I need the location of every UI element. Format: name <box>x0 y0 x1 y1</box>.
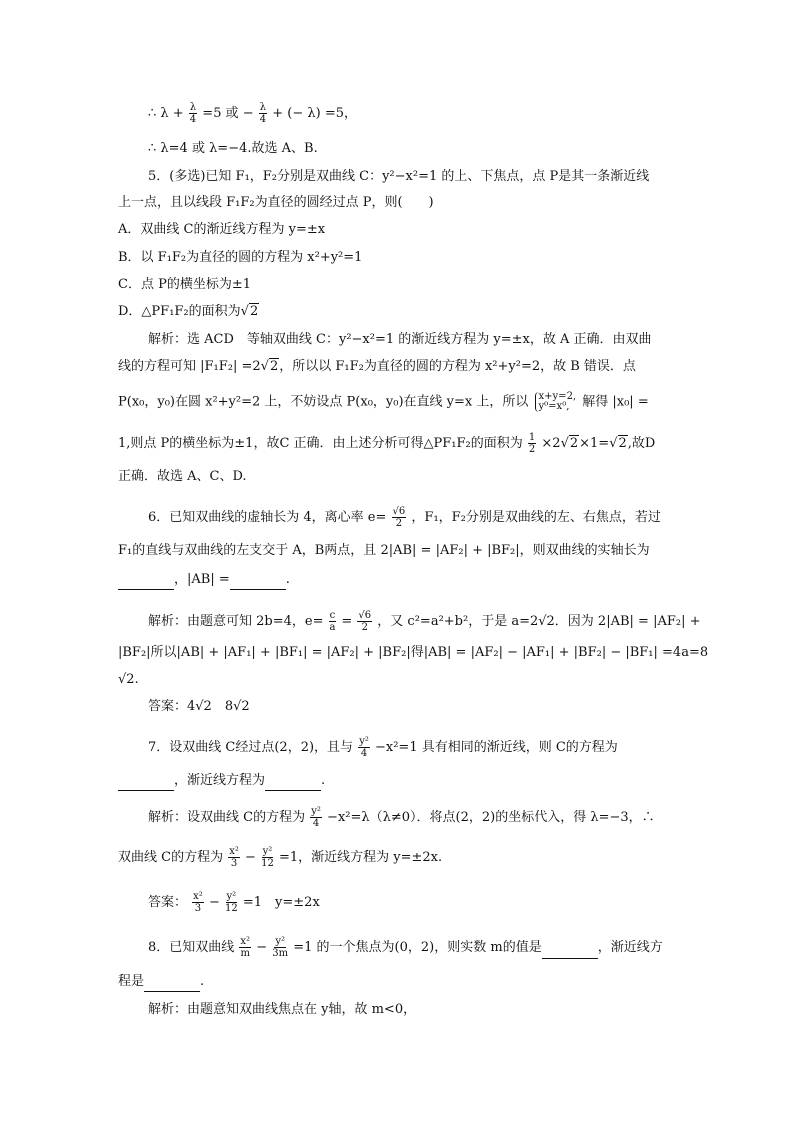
answer-blank[interactable] <box>542 945 598 959</box>
text: 答案：4√2 8√2 <box>148 699 250 714</box>
text: 1,则点 P的横坐标为±1，故C 正确．由上述分析可得△PF₁F₂的面积为 <box>118 436 523 451</box>
numerator: x² <box>240 936 251 947</box>
numerator: x² <box>229 846 239 857</box>
fraction <box>239 936 251 959</box>
answer-blank[interactable] <box>118 576 174 590</box>
answer-blank[interactable] <box>144 978 200 992</box>
text: 解得 |x₀| = <box>582 394 649 410</box>
numerator: √6 <box>392 506 406 517</box>
fraction <box>358 736 370 759</box>
answer-5-line-5 <box>118 467 722 487</box>
fraction <box>392 506 407 529</box>
text: √2. <box>118 672 139 687</box>
text: . <box>285 572 290 587</box>
equation: x+y=2, <box>538 391 577 402</box>
denominator: 4 <box>189 114 197 125</box>
text: 解析：由题意可知 2b=4，e= <box>148 614 324 629</box>
text: ，又 c²=a²+b²，于是 a=2√2．因为 2|AB| = |AF₂| + <box>377 614 701 629</box>
denominator: 2 <box>528 444 536 455</box>
text: − <box>208 895 220 910</box>
line-1 <box>148 102 722 125</box>
text: + (− λ) =5， <box>272 106 357 121</box>
text: C．点 P的横坐标为±1 <box>118 277 251 292</box>
question-8-line-1 <box>148 936 722 959</box>
answer-5-line-2: 线的方程可知 |F₁F₂| =2√2，所以以 F₁F₂为直径的圆的方程为 x²+y²=2，故 B 错误．点 <box>118 359 636 374</box>
numerator: y² <box>359 736 369 747</box>
numerator: √6 <box>358 610 372 621</box>
fraction <box>261 846 274 869</box>
denominator: 4 <box>360 748 368 759</box>
answer-6-line-3 <box>118 670 722 690</box>
fraction <box>192 891 204 914</box>
text: ，渐近线方 <box>597 940 663 955</box>
text: ×1= <box>579 436 610 451</box>
question-7-line-2 <box>118 771 722 791</box>
text: ∴ λ=4 或 λ=−4.故选 A、B. <box>148 141 318 156</box>
text: =1 的一个焦点为(0，2)，则实数 m的值是 <box>293 940 542 955</box>
numerator: y² <box>311 806 321 817</box>
text: 解析：设双曲线 C的方程为 <box>148 810 306 825</box>
denominator: 12 <box>261 858 274 869</box>
text: −x²=1 具有相同的渐近线，则 C的方程为 <box>375 740 618 755</box>
denominator: 4 <box>259 114 267 125</box>
numerator: λ <box>259 102 267 113</box>
answer-5-line-1 <box>148 330 722 350</box>
option-d: D．△PF₁F₂的面积为√2 <box>118 304 259 319</box>
answer-blank[interactable] <box>230 576 286 590</box>
answer-5-line-4: 1,则点 P的横坐标为±1，故C 正确．由上述分析可得△PF₁F₂的面积为 $\frac{1}{2}$ ×2√2×1=√2,故D <box>118 432 656 455</box>
denominator: 2 <box>361 622 368 633</box>
fraction <box>228 846 240 869</box>
answer-blank[interactable] <box>265 777 321 791</box>
text: =1，渐近线方程为 y=±2x. <box>278 850 443 865</box>
text: ×2 <box>541 436 561 451</box>
equation: y⁰=x⁰, <box>538 401 570 412</box>
text: =5 或 − <box>202 106 254 121</box>
text: 8．已知双曲线 <box>148 940 235 955</box>
question-6-line-3 <box>118 570 722 590</box>
text: ,故D <box>627 436 656 451</box>
text: D．△PF₁F₂的面积为 <box>118 304 241 319</box>
denominator: 12 <box>225 903 238 914</box>
sqrt-radicand: 2 <box>618 436 627 451</box>
text: . <box>200 974 205 989</box>
equation-system <box>535 392 577 412</box>
question-5-line-2 <box>118 193 722 213</box>
line-2 <box>148 139 722 159</box>
text: 正确．故选 A、C、D. <box>118 469 247 484</box>
text: 答案： <box>148 895 188 910</box>
fraction <box>357 610 372 633</box>
fraction <box>528 432 536 455</box>
fraction <box>310 806 322 829</box>
answer-7-line-1 <box>148 806 722 829</box>
answer-8-line-1 <box>148 1000 722 1020</box>
option-c <box>118 275 722 295</box>
text: 6．已知双曲线的虚轴长为 4，离心率 e= <box>148 510 387 525</box>
answer-5-line-3 <box>118 392 722 413</box>
text: . <box>321 773 326 788</box>
answer-6-result <box>148 697 722 717</box>
numerator: c <box>329 610 336 621</box>
fraction <box>259 102 267 125</box>
denominator: 3m <box>272 948 289 959</box>
text: P(x₀，y₀)在圆 x²+y²=2 上，不妨设点 P(x₀，y₀)在直线 y=x 上，所以 <box>118 394 529 410</box>
text: |BF₂|所以|AB| + |AF₁| + |BF₁| = |AF₂| + |BF₂|得|AB| = |AF₂| − |AF₁| + |BF₂| − |BF₁| =4a=8 <box>118 645 709 660</box>
text: 7．设双曲线 C经过点(2，2)，且与 <box>148 740 354 755</box>
answer-6-line-1 <box>148 610 722 633</box>
question-5-line-1 <box>148 167 722 187</box>
question-6-line-2 <box>118 541 722 561</box>
fraction <box>272 936 288 959</box>
fraction <box>189 102 197 125</box>
denominator: 3 <box>230 858 238 869</box>
text: ，|AB| = <box>174 572 230 587</box>
numerator: y² <box>262 846 273 857</box>
denominator: 3 <box>194 903 202 914</box>
numerator: y² <box>275 936 286 947</box>
fraction <box>225 891 238 914</box>
text: F₁的直线与双曲线的左支交于 A，B两点，且 2|AB| = |AF₂| + |BF₂|，则双曲线的实轴长为 <box>118 543 650 558</box>
text: 程是 <box>118 974 145 989</box>
answer-6-line-2 <box>118 643 722 663</box>
answer-7-result <box>148 891 722 914</box>
text: =1 y=±2x <box>242 895 320 910</box>
question-8-line-2 <box>118 972 722 992</box>
denominator: m <box>240 948 250 959</box>
text: ∴ λ + <box>148 106 184 121</box>
text: −x²=λ（λ≠0）．将点(2，2)的坐标代入，得 λ=−3，∴ <box>327 810 655 825</box>
text: ，所以以 F₁F₂为直径的圆的方程为 x²+y²=2，故 B 错误．点 <box>279 359 636 374</box>
text: = <box>341 614 353 629</box>
text: A．双曲线 C的渐近线方程为 y=±x <box>118 222 326 237</box>
denominator: a <box>329 622 336 633</box>
text: ，F₁，F₂分别是双曲线的左、右焦点，若过 <box>411 510 661 525</box>
text: 上一点，且以线段 F₁F₂为直径的圆经过点 P，则( ) <box>118 195 434 210</box>
question-7-line-1 <box>148 736 722 759</box>
denominator: 2 <box>395 518 403 529</box>
text: 双曲线 C的方程为 <box>118 850 224 865</box>
answer-7-line-2 <box>118 846 722 869</box>
text: 解析：选 ACD 等轴双曲线 C：y²−x²=1 的渐近线方程为 y=±x，故 A 正确．由双曲 <box>148 332 652 347</box>
option-b <box>118 248 722 268</box>
numerator: x² <box>193 891 203 902</box>
fraction <box>329 610 337 633</box>
sqrt-radicand: 2 <box>269 359 279 374</box>
numerator: 1 <box>528 432 536 443</box>
answer-blank[interactable] <box>118 777 174 791</box>
question-6-line-1 <box>148 506 722 529</box>
option-a <box>118 220 722 240</box>
text: 5．(多选)已知 F₁，F₂分别是双曲线 C：y²−x²=1 的上、下焦点，点 P是其一条渐近线 <box>148 169 650 184</box>
text: − <box>245 850 256 865</box>
text: 线的方程可知 |F₁F₂| =2 <box>118 359 261 374</box>
text: ，渐近线方程为 <box>174 773 266 788</box>
sqrt-radicand: 2 <box>569 436 579 451</box>
numerator: y² <box>226 891 237 902</box>
sqrt-radicand: 2 <box>249 304 259 319</box>
denominator: 4 <box>312 818 320 829</box>
numerator: λ <box>189 102 197 113</box>
text: − <box>256 940 268 955</box>
text: B．以 F₁F₂为直径的圆的方程为 x²+y²=1 <box>118 250 363 265</box>
text: 解析：由题意知双曲线焦点在 y轴，故 m<0， <box>148 1002 417 1017</box>
